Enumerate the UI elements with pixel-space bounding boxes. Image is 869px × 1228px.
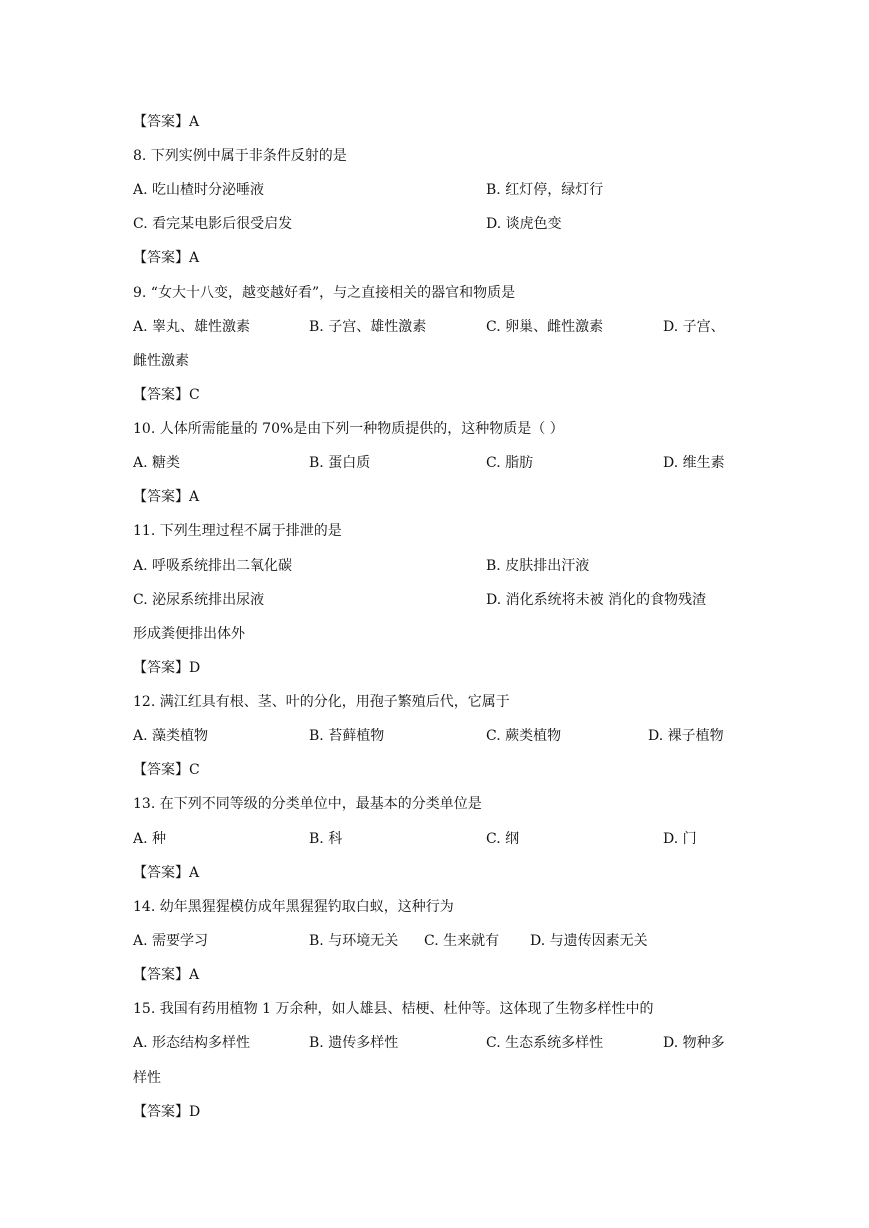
q15-option-c: C. 生态系统多样性	[486, 1035, 604, 1051]
question-15: 15. 我国有药用植物 1 万余种，如人雄县、桔梗、杜仲等。这体现了生物多样性中的	[133, 1001, 654, 1017]
q9-option-a: A. 睾丸、雄性激素	[133, 319, 251, 335]
q14-option-a: A. 需要学习	[133, 933, 209, 949]
answer-8: 【答案】A	[133, 250, 200, 266]
q11-option-a: A. 呼吸系统排出二氧化碳	[133, 558, 293, 574]
question-9: 9. “女大十八变，越变越好看”，与之直接相关的器官和物质是	[133, 285, 516, 301]
q13-option-d: D. 门	[663, 831, 697, 847]
q11-option-d-cont: 形成粪便排出体外	[133, 626, 245, 642]
answer-9: 【答案】C	[133, 387, 200, 403]
q9-option-c: C. 卵巢、雌性激素	[486, 319, 604, 335]
question-13: 13. 在下列不同等级的分类单位中，最基本的分类单位是	[133, 796, 482, 812]
q11-option-c: C. 泌尿系统排出尿液	[133, 592, 265, 608]
q10-option-b: B. 蛋白质	[309, 455, 371, 471]
q9-option-d: D. 子宫、	[663, 319, 725, 335]
q14-option-c: C. 生来就有	[424, 933, 500, 949]
q13-option-b: B. 科	[309, 831, 343, 847]
q14-option-b: B. 与环境无关	[309, 933, 399, 949]
answer-15: 【答案】D	[133, 1104, 201, 1120]
q8-option-d: D. 谈虎色变	[486, 216, 562, 232]
q10-option-d: D. 维生素	[663, 455, 725, 471]
question-10: 10. 人体所需能量的 70%是由下列一种物质提供的，这种物质是（ ）	[133, 421, 564, 437]
q12-option-d: D. 裸子植物	[648, 728, 724, 744]
q12-option-a: A. 藻类植物	[133, 728, 209, 744]
q15-option-a: A. 形态结构多样性	[133, 1035, 251, 1051]
q9-option-d-cont: 雌性激素	[133, 353, 189, 369]
q10-option-c: C. 脂肪	[486, 455, 534, 471]
question-14: 14. 幼年黑猩猩模仿成年黑猩猩钓取白蚁，这种行为	[133, 899, 454, 915]
answer-13: 【答案】A	[133, 865, 200, 881]
q12-option-b: B. 苔藓植物	[309, 728, 385, 744]
answer-14: 【答案】A	[133, 967, 200, 983]
question-8: 8. 下列实例中属于非条件反射的是	[133, 148, 347, 164]
q15-option-b: B. 遗传多样性	[309, 1035, 399, 1051]
q9-option-b: B. 子宫、雄性激素	[309, 319, 427, 335]
answer-7: 【答案】A	[133, 114, 200, 130]
question-11: 11. 下列生理过程不属于排泄的是	[133, 523, 342, 539]
q8-option-b: B. 红灯停，绿灯行	[486, 182, 604, 198]
q13-option-c: C. 纲	[486, 831, 520, 847]
q12-option-c: C. 蕨类植物	[486, 728, 562, 744]
q11-option-d: D. 消化系统将未被 消化的食物残渣	[486, 592, 707, 608]
q15-option-d: D. 物种多	[663, 1035, 725, 1051]
q13-option-a: A. 种	[133, 831, 167, 847]
q8-option-a: A. 吃山楂时分泌唾液	[133, 182, 265, 198]
answer-12: 【答案】C	[133, 762, 200, 778]
answer-10: 【答案】A	[133, 489, 200, 505]
q15-option-d-cont: 样性	[133, 1070, 161, 1086]
question-12: 12. 满江红具有根、茎、叶的分化，用孢子繁殖后代，它属于	[133, 694, 510, 710]
q10-option-a: A. 糖类	[133, 455, 181, 471]
q8-option-c: C. 看完某电影后很受启发	[133, 216, 293, 232]
answer-11: 【答案】D	[133, 660, 201, 676]
q11-option-b: B. 皮肤排出汗液	[486, 558, 590, 574]
q14-option-d: D. 与遗传因素无关	[530, 933, 648, 949]
